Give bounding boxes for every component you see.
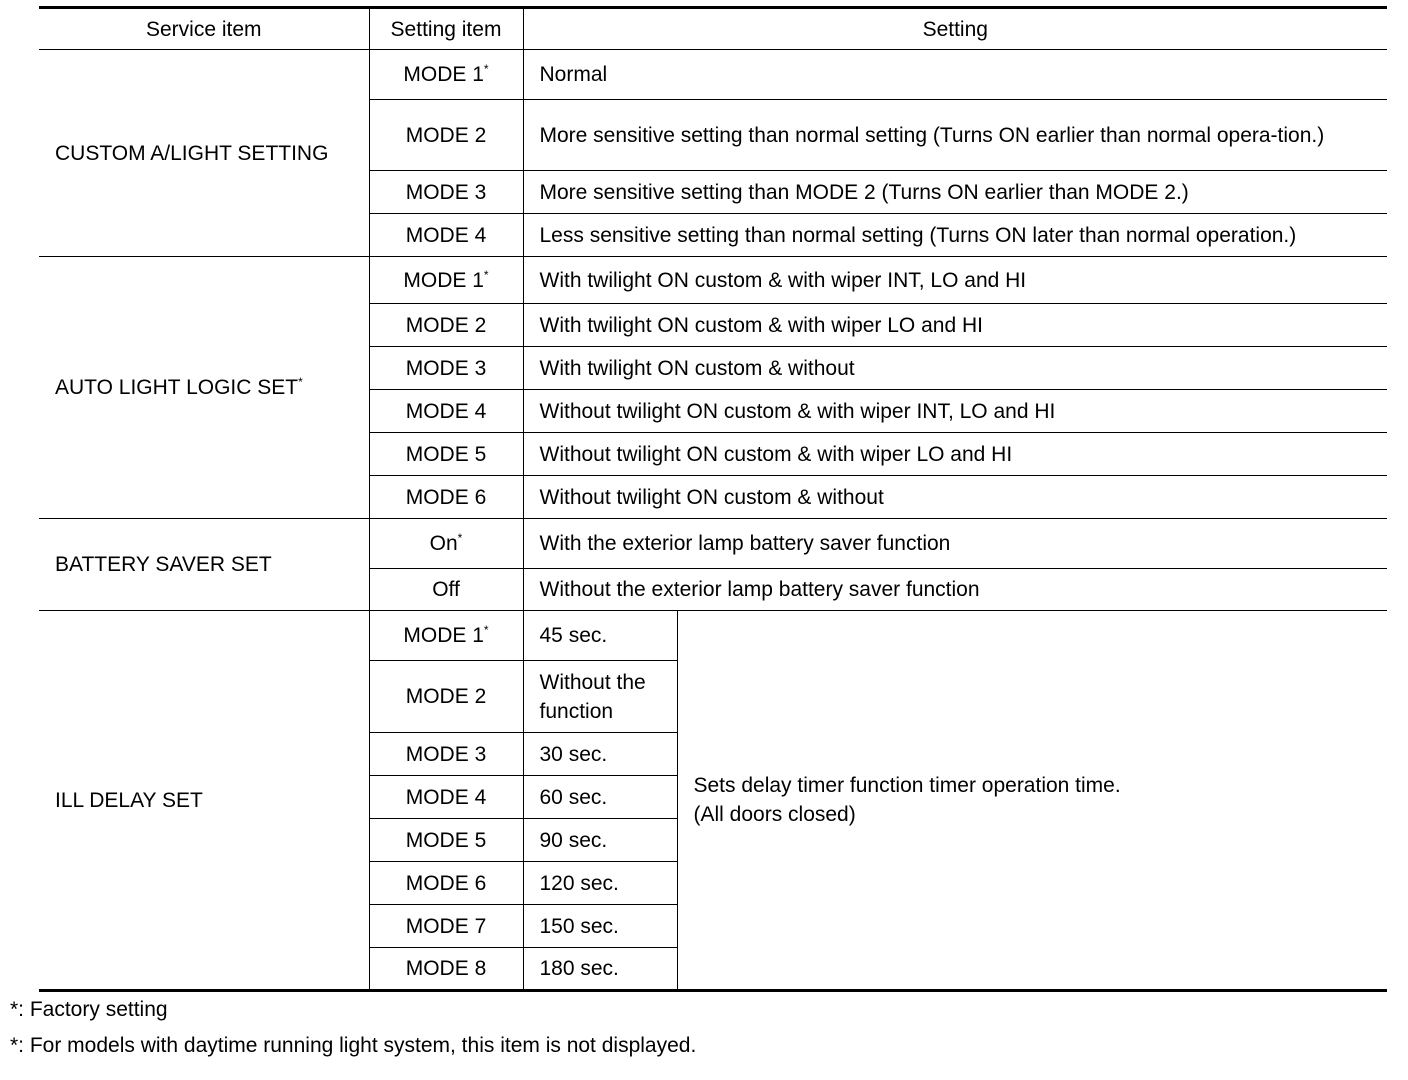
setting-cell: 90 sec. (523, 819, 677, 862)
description-line: (All doors closed) (693, 803, 856, 826)
factory-asterisk: * (483, 623, 489, 637)
setting-cell: Without the exterior lamp battery saver function (523, 569, 1387, 611)
setting-cell: With the exterior lamp battery saver function (523, 519, 1387, 569)
header-setting: Setting (523, 8, 1387, 50)
service-ill-delay: ILL DELAY SET (39, 611, 369, 991)
mode-cell: MODE 6 (369, 862, 523, 905)
mode-cell: MODE 3 (369, 733, 523, 776)
service-settings-table (39, 6, 1387, 992)
ill-delay-description (677, 611, 1387, 991)
service-label: AUTO LIGHT LOGIC SET (55, 376, 299, 399)
mode-label: On (429, 532, 458, 555)
table-row (39, 519, 1387, 569)
mode-label: MODE 1 (403, 624, 484, 647)
header-setting-item: Setting item (369, 8, 523, 50)
mode-cell: MODE 7 (369, 905, 523, 948)
mode-cell: Off (369, 569, 523, 611)
mode-cell: MODE 4 (369, 390, 523, 433)
mode-cell (369, 257, 523, 304)
setting-cell: Without twilight ON custom & with wiper LO and HI (523, 433, 1387, 476)
setting-cell: More sensitive setting than MODE 2 (Turns ON earlier than MODE 2.) (523, 171, 1387, 214)
setting-cell: Normal (523, 50, 1387, 100)
mode-label: MODE 1 (403, 268, 484, 292)
factory-asterisk: * (483, 267, 489, 282)
service-auto-light (39, 257, 369, 519)
service-custom-light (39, 50, 369, 257)
service-label: CUSTOM A/LIGHT SETTING (55, 141, 329, 165)
setting-cell: More sensitive setting than normal setting (Turns ON earlier than normal opera-tion.) (523, 100, 1387, 171)
display-asterisk: * (298, 375, 303, 389)
setting-cell: Without twilight ON custom & with wiper INT, LO and HI (523, 390, 1387, 433)
setting-cell: 150 sec. (523, 905, 677, 948)
mode-cell: MODE 3 (369, 347, 523, 390)
factory-asterisk: * (483, 62, 489, 76)
description-line: Sets delay timer function timer operation time. (693, 774, 1121, 797)
setting-cell: With twilight ON custom & with wiper LO and HI (523, 304, 1387, 347)
footnote-display-note: *: For models with daytime running light system, this item is not displayed. (10, 1034, 697, 1057)
mode-cell (369, 519, 523, 569)
mode-cell: MODE 2 (369, 100, 523, 171)
mode-cell (369, 611, 523, 661)
mode-cell: MODE 3 (369, 171, 523, 214)
setting-cell: With twilight ON custom & without (523, 347, 1387, 390)
mode-cell: MODE 6 (369, 476, 523, 519)
setting-cell: Less sensitive setting than normal setting (Turns ON later than normal operation.) (523, 214, 1387, 257)
setting-cell: 120 sec. (523, 862, 677, 905)
setting-cell: 180 sec. (523, 948, 677, 991)
mode-cell: MODE 4 (369, 776, 523, 819)
setting-cell: 60 sec. (523, 776, 677, 819)
footnote-factory-setting: *: Factory setting (10, 998, 168, 1021)
table-header-row (39, 8, 1387, 50)
mode-cell: MODE 5 (369, 819, 523, 862)
mode-cell: MODE 2 (369, 661, 523, 733)
header-service-item: Service item (39, 8, 369, 50)
setting-cell: With twilight ON custom & with wiper INT, LO and HI (523, 257, 1387, 304)
table-row (39, 257, 1387, 304)
mode-cell (369, 50, 523, 100)
setting-cell: Without the function (523, 661, 677, 733)
factory-asterisk: * (457, 531, 463, 545)
mode-cell: MODE 5 (369, 433, 523, 476)
setting-cell: 45 sec. (523, 611, 677, 661)
mode-cell: MODE 8 (369, 948, 523, 991)
setting-cell: Without twilight ON custom & without (523, 476, 1387, 519)
mode-cell: MODE 4 (369, 214, 523, 257)
service-battery-saver: BATTERY SAVER SET (39, 519, 369, 611)
mode-cell: MODE 2 (369, 304, 523, 347)
mode-label: MODE 1 (403, 63, 484, 86)
table-row (39, 611, 1387, 661)
setting-cell: 30 sec. (523, 733, 677, 776)
table-row (39, 50, 1387, 100)
